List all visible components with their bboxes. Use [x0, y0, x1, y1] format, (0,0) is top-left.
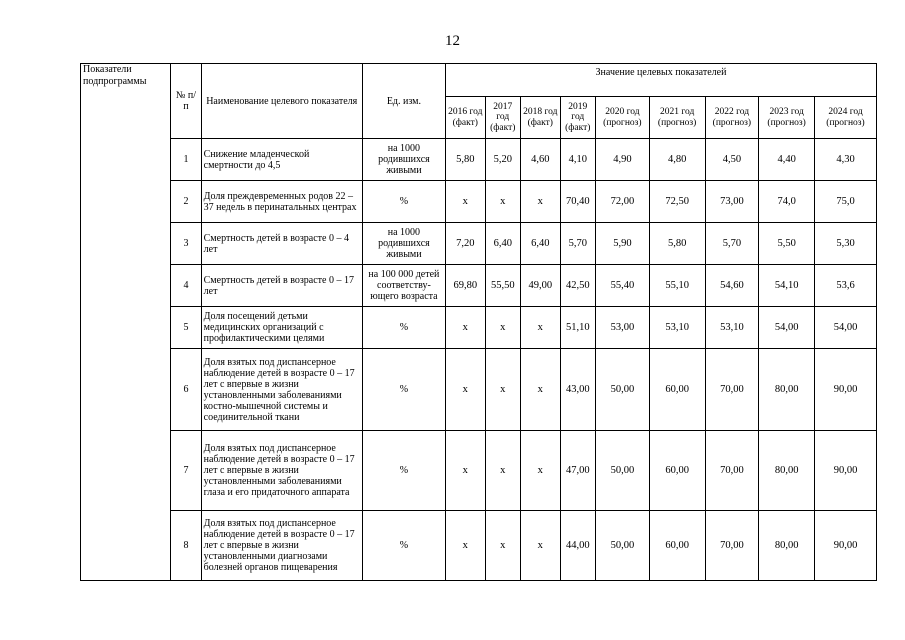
indicator-name: Доля взятых под диспансерное наблюдение детей в возрасте 0 – 17 лет с впервые в жизни установленными диагнозами болезней органов пищеварения: [201, 511, 362, 581]
value-cell: 90,00: [815, 349, 877, 431]
year-header-cell: 2020 год (прогноз): [596, 97, 650, 139]
value-cell: 4,10: [560, 139, 595, 181]
unit-cell: на 100 000 детей соответству-ющего возраста: [362, 265, 445, 307]
value-cell: 5,50: [759, 223, 815, 265]
value-cell: 50,00: [596, 511, 650, 581]
page-number: 12: [445, 33, 460, 49]
value-cell: 69,80: [445, 265, 485, 307]
value-cell: 54,00: [759, 307, 815, 349]
value-cell: 6,40: [521, 223, 561, 265]
value-cell: 72,50: [649, 181, 705, 223]
value-cell: 60,00: [649, 349, 705, 431]
value-cell: 5,30: [815, 223, 877, 265]
row-number: 4: [171, 265, 201, 307]
value-cell: 53,10: [649, 307, 705, 349]
unit-cell: на 1000 родившихся живыми: [362, 223, 445, 265]
value-cell: 7,20: [445, 223, 485, 265]
value-cell: 70,00: [705, 431, 759, 511]
value-cell: 49,00: [521, 265, 561, 307]
subprogram-header-cell: Показатели подпрограммы: [81, 64, 171, 581]
value-cell: х: [521, 431, 561, 511]
year-header-cell: 2021 год (прогноз): [649, 97, 705, 139]
value-cell: х: [485, 307, 520, 349]
year-header-cell: 2024 год (прогноз): [815, 97, 877, 139]
values-group-header: Значение целевых показателей: [445, 64, 876, 97]
row-number: 5: [171, 307, 201, 349]
value-cell: 4,80: [649, 139, 705, 181]
value-cell: 4,60: [521, 139, 561, 181]
unit-cell: %: [362, 431, 445, 511]
value-cell: 53,00: [596, 307, 650, 349]
value-cell: 54,00: [815, 307, 877, 349]
table-row: [81, 349, 877, 431]
value-cell: 5,70: [705, 223, 759, 265]
value-cell: 54,10: [759, 265, 815, 307]
unit-cell: %: [362, 511, 445, 581]
row-number: 3: [171, 223, 201, 265]
value-cell: 43,00: [560, 349, 595, 431]
indicators-table: [80, 63, 877, 581]
table-row: [81, 223, 877, 265]
row-number: 2: [171, 181, 201, 223]
value-cell: х: [445, 181, 485, 223]
table-row: [81, 139, 877, 181]
row-number: 8: [171, 511, 201, 581]
unit-header-cell: Ед. изм.: [362, 64, 445, 139]
indicator-name: Доля взятых под диспансерное наблюдение детей в возрасте 0 – 17 лет с впервые в жизни установленными заболеваниями костно-мышечной системы и соединительной ткани: [201, 349, 362, 431]
row-number: 1: [171, 139, 201, 181]
unit-cell: %: [362, 307, 445, 349]
value-cell: х: [445, 307, 485, 349]
value-cell: 4,50: [705, 139, 759, 181]
value-cell: 51,10: [560, 307, 595, 349]
value-cell: х: [485, 431, 520, 511]
unit-cell: на 1000 родившихся живыми: [362, 139, 445, 181]
row-number: 6: [171, 349, 201, 431]
value-cell: 54,60: [705, 265, 759, 307]
value-cell: 90,00: [815, 431, 877, 511]
value-cell: 5,80: [445, 139, 485, 181]
value-cell: 75,0: [815, 181, 877, 223]
row-number: 7: [171, 431, 201, 511]
value-cell: х: [521, 307, 561, 349]
value-cell: 60,00: [649, 511, 705, 581]
value-cell: 44,00: [560, 511, 595, 581]
value-cell: 60,00: [649, 431, 705, 511]
value-cell: 80,00: [759, 511, 815, 581]
value-cell: 70,40: [560, 181, 595, 223]
year-header-cell: 2017 год (факт): [485, 97, 520, 139]
value-cell: 50,00: [596, 431, 650, 511]
value-cell: х: [445, 431, 485, 511]
table-row: [81, 511, 877, 581]
value-cell: 74,0: [759, 181, 815, 223]
year-header-cell: 2016 год (факт): [445, 97, 485, 139]
indicator-name: Доля взятых под диспансерное наблюдение детей в возрасте 0 – 17 лет с впервые в жизни установленными заболеваниями глаза и его придаточного аппарата: [201, 431, 362, 511]
year-header-cell: 2018 год (факт): [521, 97, 561, 139]
indicator-name: Смертность детей в возрасте 0 – 4 лет: [201, 223, 362, 265]
value-cell: 55,40: [596, 265, 650, 307]
value-cell: 72,00: [596, 181, 650, 223]
value-cell: 5,90: [596, 223, 650, 265]
value-cell: 47,00: [560, 431, 595, 511]
name-header-cell: Наименование целевого показателя: [201, 64, 362, 139]
value-cell: 4,40: [759, 139, 815, 181]
value-cell: 42,50: [560, 265, 595, 307]
value-cell: 70,00: [705, 511, 759, 581]
year-header-cell: 2022 год (прогноз): [705, 97, 759, 139]
value-cell: х: [521, 181, 561, 223]
unit-cell: %: [362, 349, 445, 431]
value-cell: 53,10: [705, 307, 759, 349]
value-cell: х: [445, 511, 485, 581]
unit-cell: %: [362, 181, 445, 223]
value-cell: 5,80: [649, 223, 705, 265]
year-header-cell: 2019 год (факт): [560, 97, 595, 139]
value-cell: х: [485, 511, 520, 581]
value-cell: 53,6: [815, 265, 877, 307]
year-header-cell: 2023 год (прогноз): [759, 97, 815, 139]
value-cell: 4,30: [815, 139, 877, 181]
indicator-name: Доля преждевременных родов 22 – 37 недель в перинатальных центрах: [201, 181, 362, 223]
value-cell: 5,20: [485, 139, 520, 181]
value-cell: х: [485, 349, 520, 431]
value-cell: 55,50: [485, 265, 520, 307]
value-cell: 80,00: [759, 431, 815, 511]
value-cell: 4,90: [596, 139, 650, 181]
value-cell: 5,70: [560, 223, 595, 265]
indicator-name: Снижение младенческой смертности до 4,5: [201, 139, 362, 181]
value-cell: 6,40: [485, 223, 520, 265]
table-row: [81, 431, 877, 511]
table-row: [81, 307, 877, 349]
num-header-cell: № п/п: [171, 64, 201, 139]
table-row: [81, 265, 877, 307]
header-row-top: [81, 64, 877, 97]
value-cell: 50,00: [596, 349, 650, 431]
value-cell: х: [485, 181, 520, 223]
value-cell: 73,00: [705, 181, 759, 223]
table-row: [81, 181, 877, 223]
indicator-name: Смертность детей в возрасте 0 – 17 лет: [201, 265, 362, 307]
value-cell: х: [521, 349, 561, 431]
value-cell: х: [521, 511, 561, 581]
value-cell: 80,00: [759, 349, 815, 431]
value-cell: х: [445, 349, 485, 431]
value-cell: 90,00: [815, 511, 877, 581]
value-cell: 55,10: [649, 265, 705, 307]
indicator-name: Доля посещений детьми медицинских организаций с профилактическими целями: [201, 307, 362, 349]
value-cell: 70,00: [705, 349, 759, 431]
